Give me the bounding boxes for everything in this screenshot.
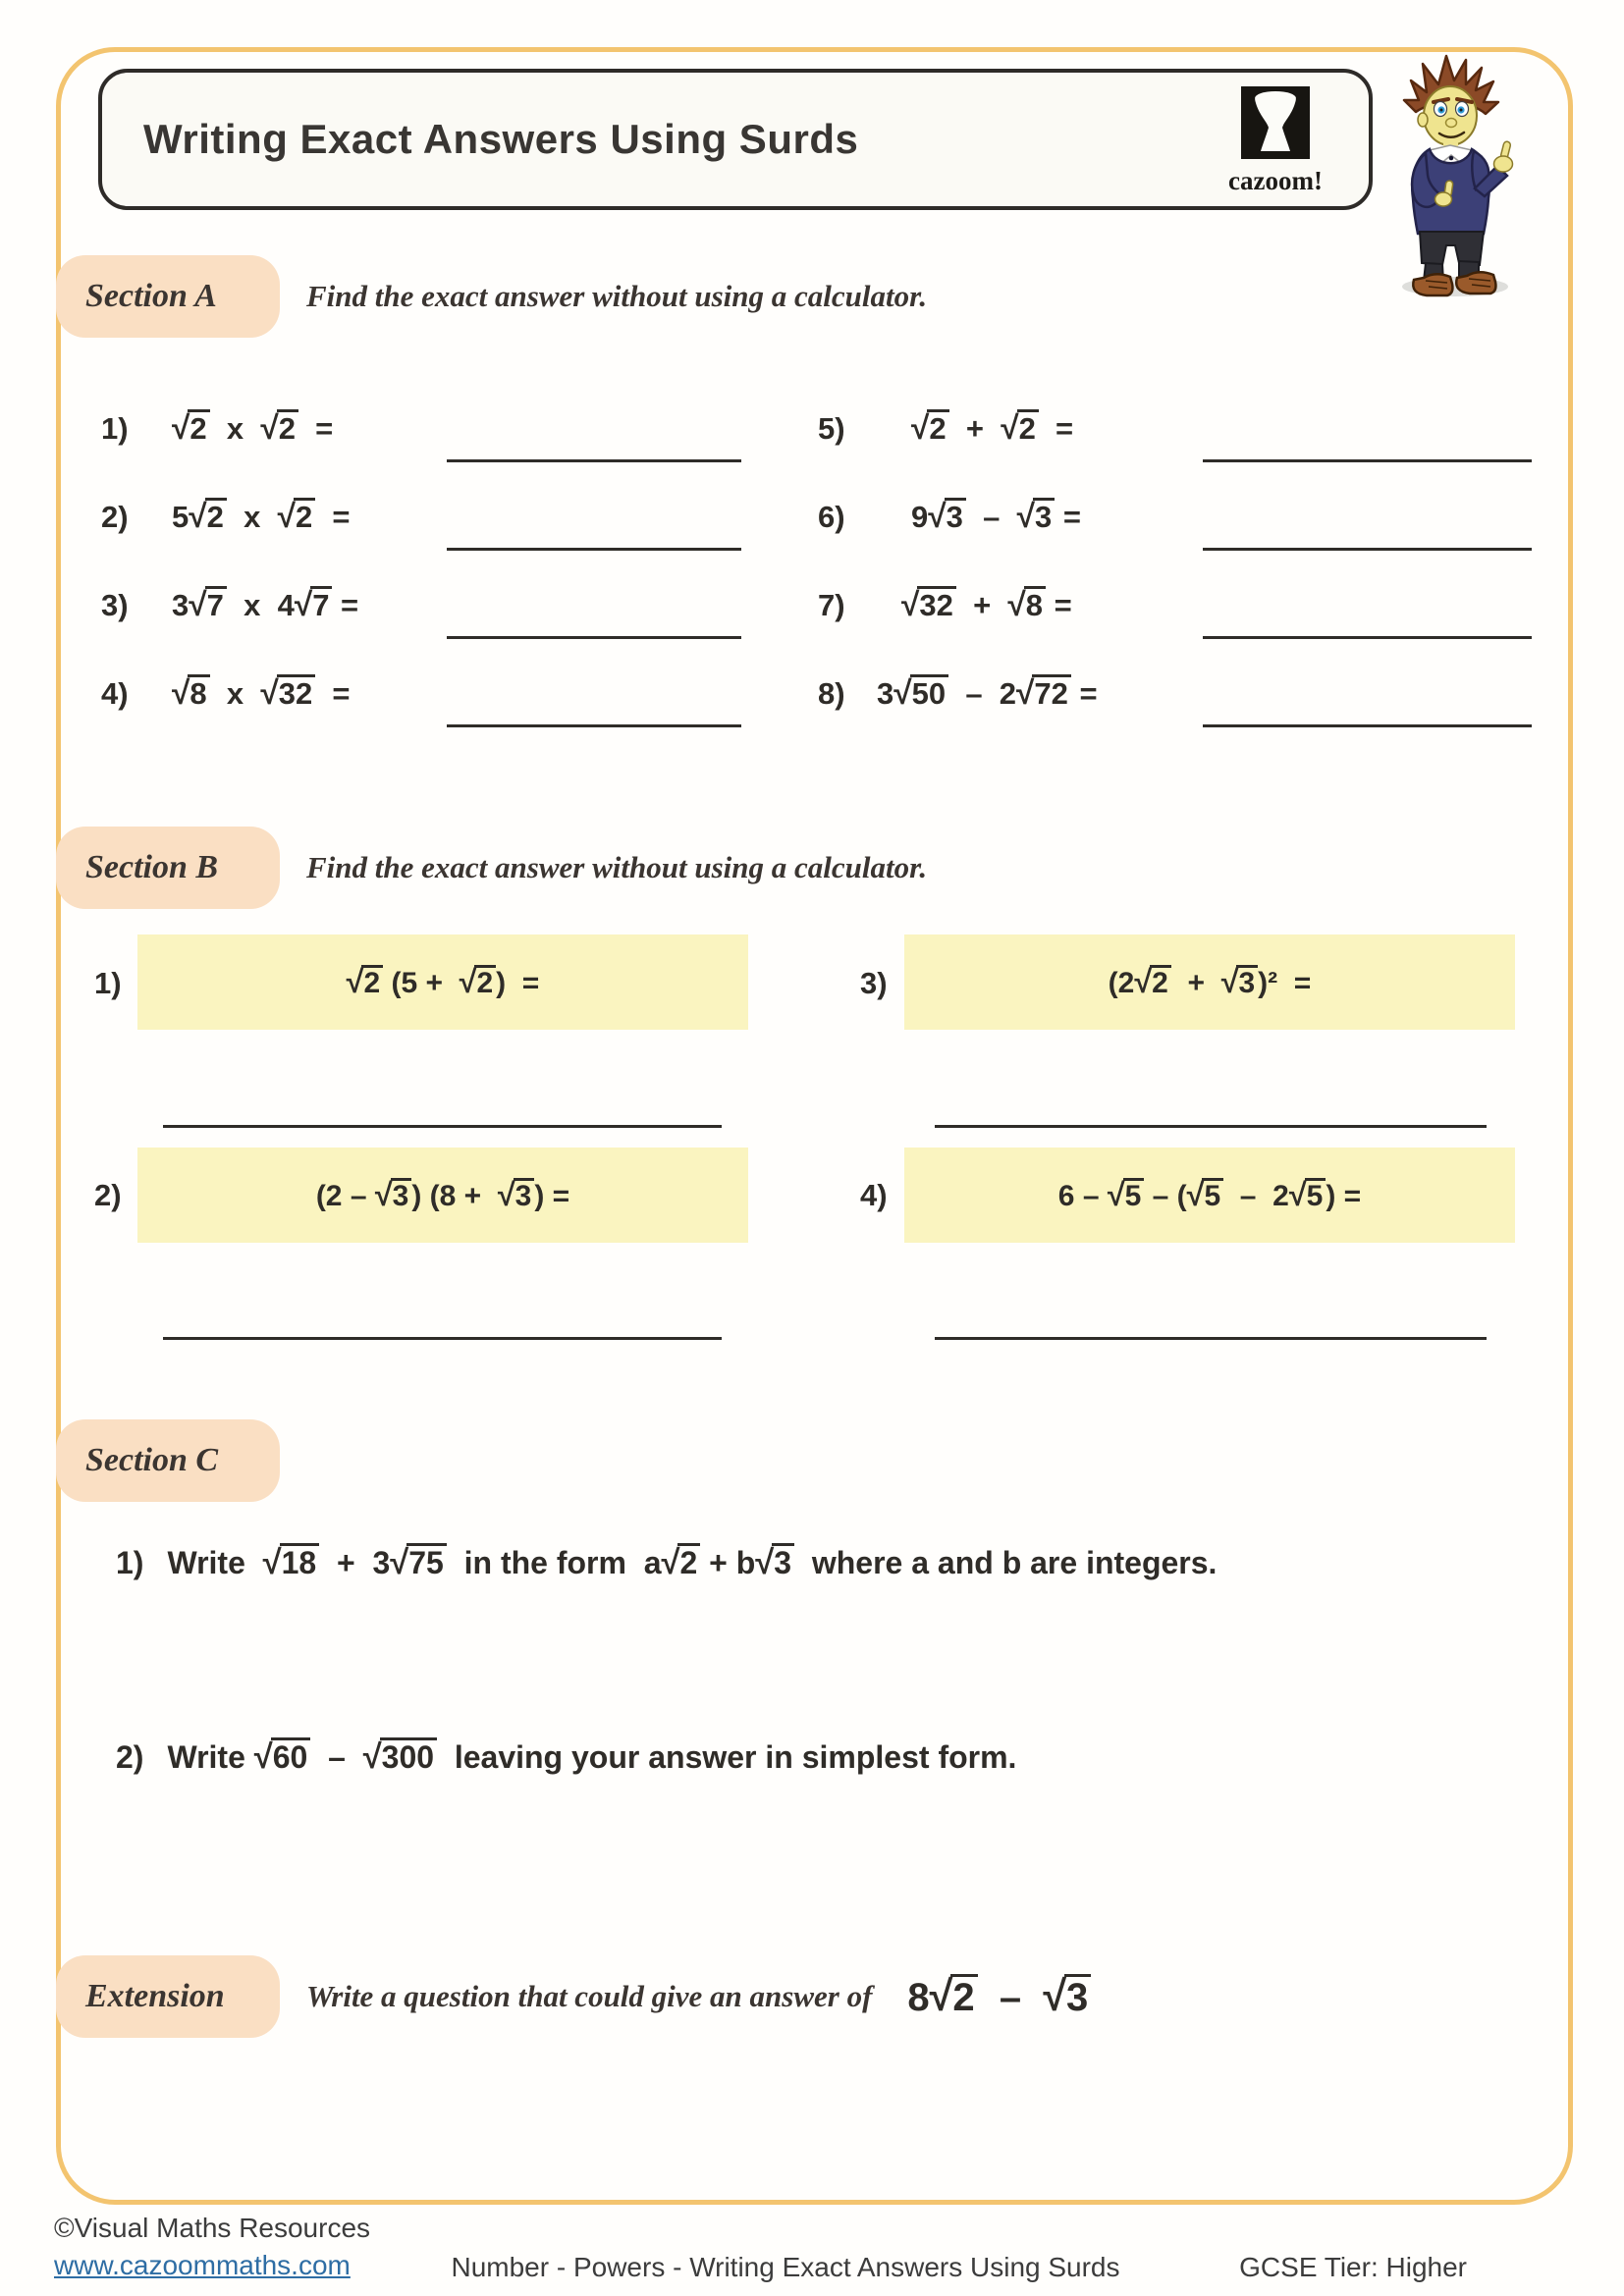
problem-sentence: Write √18 + 3√75 in the form a√2 + b√3 where a and b are integers.	[167, 1544, 1218, 1581]
problem-number: 1)	[101, 411, 129, 446]
footer-breadcrumb: Number - Powers - Writing Exact Answers Using Surds	[451, 2252, 1120, 2282]
mascot-illustration	[1396, 51, 1534, 301]
problem-expression: √8 x √32 =	[172, 675, 351, 712]
problem-expression: √2 + √2 =	[911, 410, 1074, 447]
problem-expression: 9√3 – √3 =	[911, 499, 1081, 535]
extension-expression: 8√2 – √3	[907, 1973, 1091, 2021]
highlighted-problem	[904, 1148, 1515, 1243]
problem-number: 2)	[116, 1739, 144, 1775]
extension-label: Extension	[56, 1955, 280, 2038]
section-b-instruction: Find the exact answer without using a calculator.	[306, 850, 928, 884]
section-c-label: Section C	[56, 1419, 280, 1502]
problem-number: 3)	[101, 588, 129, 622]
problem-number: 4)	[101, 676, 129, 711]
problem-number: 2)	[94, 1178, 122, 1212]
problem-expression: √2 (5 + √2 ) =	[346, 964, 540, 999]
problem-expression: 3√7 x 4√7 =	[172, 587, 359, 623]
highlighted-problem	[904, 934, 1515, 1030]
cazoom-logo	[1212, 86, 1339, 196]
problem-sentence: Write √60 – √300 leaving your answer in simplest form.	[167, 1738, 1017, 1776]
section-b-label: Section B	[56, 827, 280, 909]
page-title: Writing Exact Answers Using Surds	[143, 116, 859, 162]
cazoom-logo-text: cazoom!	[1228, 166, 1323, 195]
footer-website	[54, 2250, 351, 2281]
problem-expression: (2 – √3 ) (8 + √3 ) =	[315, 1177, 570, 1212]
problem-number: 3)	[860, 966, 888, 1000]
header	[98, 69, 1373, 210]
page-border	[56, 47, 1573, 2205]
problem-number: 6)	[818, 500, 845, 534]
extension-instruction: Write a question that could give an answer of	[306, 1979, 873, 2013]
problem-expression: 5√2 x √2 =	[172, 499, 351, 535]
problem-expression: √2 x √2 =	[172, 410, 334, 447]
section-a-instruction: Find the exact answer without using a calculator.	[306, 279, 928, 313]
problem-number: 2)	[101, 500, 129, 534]
problem-number: 7)	[818, 588, 845, 622]
section-c-problem	[116, 1726, 1016, 1789]
highlighted-problem	[137, 934, 748, 1030]
section-a-label: Section A	[56, 255, 280, 338]
problem-number: 4)	[860, 1178, 888, 1212]
section-c-problem	[116, 1531, 1217, 1594]
problem-number: 8)	[818, 676, 845, 711]
problem-expression: √32 + √8 =	[901, 587, 1072, 623]
problem-expression: (2√2 + √3 )² =	[1108, 964, 1312, 999]
drum-icon	[1241, 86, 1310, 159]
problem-expression: 6 – √5 – (√5 – 2√5 ) =	[1057, 1177, 1362, 1212]
footer-copyright: ©Visual Maths Resources	[54, 2213, 371, 2243]
extension-problem	[306, 1955, 1091, 2038]
website-link[interactable]: www.cazoommaths.com	[54, 2250, 351, 2280]
problem-expression: 3√50 – 2√72 =	[877, 675, 1098, 712]
problem-number: 1)	[116, 1545, 144, 1580]
footer-tier: GCSE Tier: Higher	[1239, 2252, 1467, 2282]
problem-number: 1)	[94, 966, 122, 1000]
problem-number: 5)	[818, 411, 845, 446]
highlighted-problem	[137, 1148, 748, 1243]
